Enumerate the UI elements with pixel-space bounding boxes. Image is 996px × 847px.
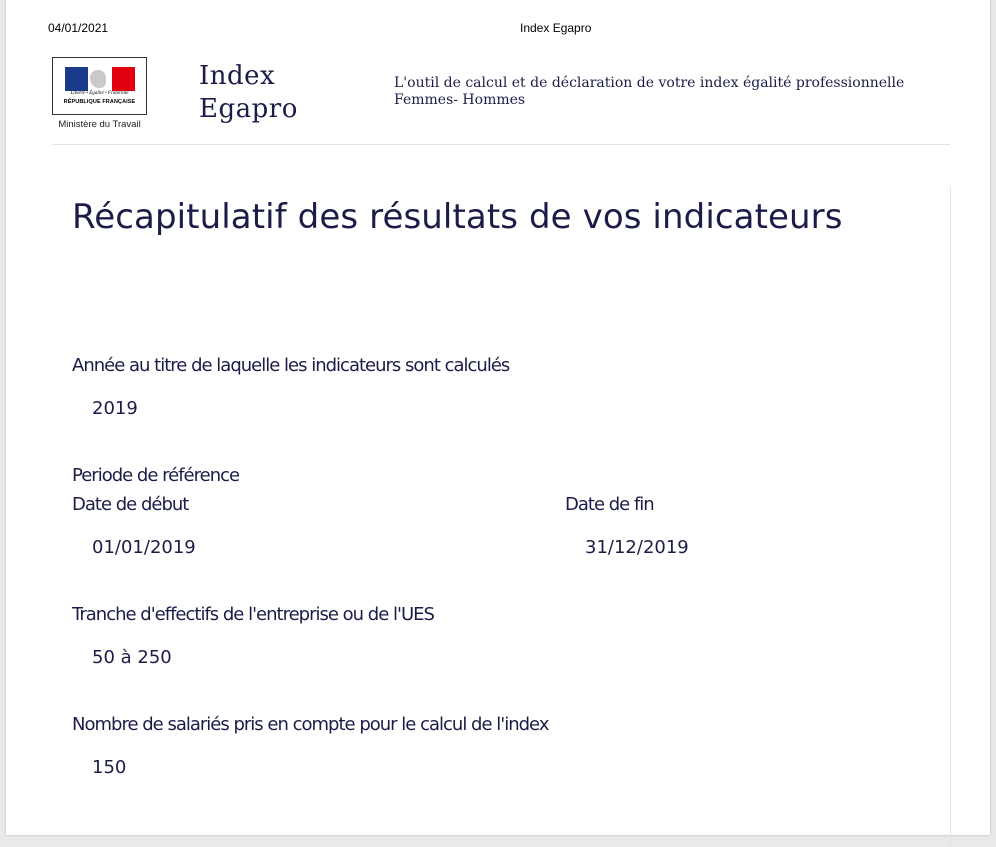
periode-label: Periode de référence [72,465,240,486]
page-title: Récapitulatif des résultats de vos indicateurs [72,197,843,237]
logo-motto: Liberté • Égalité • Fraternité [70,91,129,96]
brand-title[interactable] [199,60,298,126]
date-debut-label: Date de début [72,494,189,515]
site-header [52,57,950,145]
print-date: 04/01/2021 [48,21,109,35]
marianne-flag-icon [65,67,135,91]
print-title: Index Egapro [520,21,592,35]
annee-value: 2019 [92,398,138,419]
salaries-value: 150 [92,757,127,778]
date-fin-value: 31/12/2019 [585,537,689,558]
printed-page [6,0,990,835]
recap-content [52,187,951,847]
logo-republique: RÉPUBLIQUE FRANÇAISE [63,99,136,105]
salaries-label: Nombre de salariés pris en compte pour le calcul de l'index [72,714,549,735]
republique-francaise-logo[interactable] [52,57,147,115]
annee-label: Année au titre de laquelle les indicateurs sont calculés [72,355,510,376]
tranche-label: Tranche d'effectifs de l'entreprise ou de l'UES [72,604,434,625]
tagline-line-2: Femmes- Hommes [394,92,526,108]
brand-line-2: Egapro [199,94,298,124]
tagline [394,75,934,109]
date-fin-label: Date de fin [565,494,654,515]
tagline-line-1: L'outil de calcul et de déclaration de votre index égalité professionnelle [394,75,905,91]
tranche-value: 50 à 250 [92,647,172,668]
date-debut-value: 01/01/2019 [92,537,196,558]
brand-line-1: Index [199,61,276,91]
ministere-label: Ministère du Travail [58,119,141,130]
